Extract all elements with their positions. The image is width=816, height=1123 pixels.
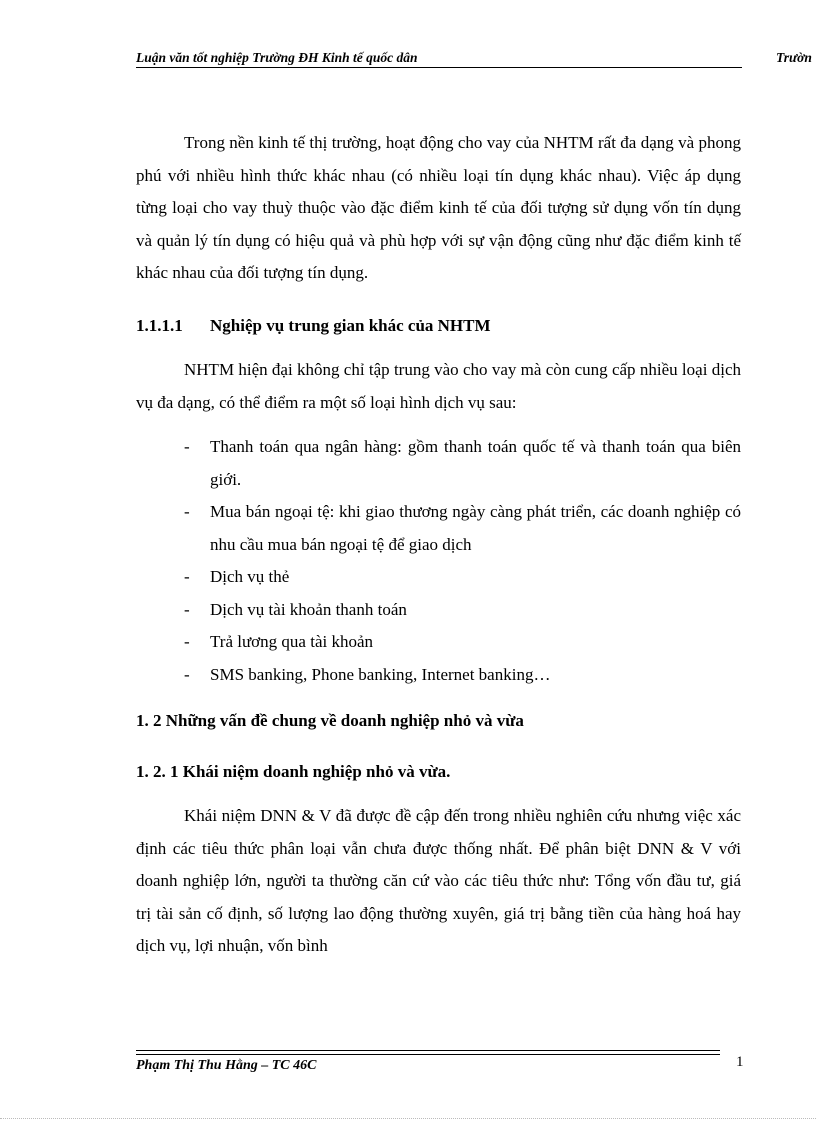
bullet-dash: - [184, 664, 190, 684]
services-list [136, 431, 741, 691]
list-item [136, 561, 741, 594]
page-body [136, 127, 741, 963]
header-rule [136, 67, 742, 68]
list-item [136, 659, 741, 692]
header-title-truncated: Trườn [776, 50, 812, 65]
section-title: Nghiệp vụ trung gian khác của NHTM [210, 315, 491, 335]
bullet-dash: - [184, 632, 190, 651]
section-heading-1-2: 1. 2 Những vấn đề chung về doanh nghiệp nhỏ và vừa [136, 711, 524, 730]
list-item-text: Dịch vụ thẻ [210, 567, 290, 586]
page-bottom-divider [0, 1118, 816, 1119]
list-item [136, 626, 741, 659]
list-item-text: Trả lương qua tài khoản [210, 632, 374, 651]
list-item-text: Dịch vụ tài khoản thanh toán [210, 599, 407, 619]
list-item-text: Thanh toán qua ngân hàng: gồm thanh toán quốc tế và thanh toán qua biên giới. [210, 437, 741, 489]
section-number: 1.1.1.1 [136, 315, 183, 335]
paragraph-services: NHTM hiện đại không chỉ tập trung vào cho vay mà còn cung cấp nhiều loại dịch vụ đa dạng, có thể điểm ra một số loại hình dịch vụ sau: [136, 360, 741, 412]
list-item-text: SMS banking, Phone banking, Internet banking… [210, 664, 551, 684]
section-heading-1-1-1-1 [136, 310, 741, 343]
footer-rule [136, 1050, 720, 1051]
list-item [136, 431, 741, 496]
section-heading-1-2-1: 1. 2. 1 Khái niệm doanh nghiệp nhỏ và vừa. [136, 761, 451, 781]
list-item-text: Mua bán ngoại tệ: khi giao thương ngày càng phát triển, các doanh nghiệp có nhu cầu mua bán ngoại tệ để giao dịch [210, 502, 741, 554]
page-number: 1 [736, 1054, 744, 1070]
bullet-dash: - [184, 502, 190, 521]
header-title: Luận văn tốt nghiệp Trường ĐH Kinh tế quốc dân [136, 50, 418, 65]
bullet-dash: - [184, 599, 190, 619]
paragraph-intro: Trong nền kinh tế thị trường, hoạt động cho vay của NHTM rất đa dạng và phong phú với nhiều hình thức khác nhau (có nhiều loại tín dụng khác nhau). Việc áp dụng từng loại cho vay thuỳ thuộc vào đặc điểm kinh tế của đối tượng sử dụng vốn tín dụng và quản lý tín dụng có hiệu quả và phù hợp với sự vận động cũng như đặc điểm kinh tế khác nhau của đối tượng tín dụng. [136, 133, 741, 282]
paragraph-definition: Khái niệm DNN & V đã được đề cập đến trong nhiều nghiên cứu nhưng việc xác định các tiêu thức phân loại vẫn chưa được thống nhất. Để phân biệt DNN & V với doanh nghiệp lớn, người ta thường căn cứ vào các tiêu thức như: Tổng vốn đầu tư, giá trị tài sản cố định, số lượng lao động thường xuyên, giá trị bằng tiền của hàng hoá hay dịch vụ, lợi nhuận, vốn bình [136, 806, 741, 955]
footer-author: Phạm Thị Thu Hằng – TC 46C [136, 1058, 317, 1073]
bullet-dash: - [184, 437, 190, 456]
bullet-dash: - [184, 567, 190, 586]
list-item [136, 594, 741, 627]
footer-rule [136, 1054, 720, 1055]
list-item [136, 496, 741, 561]
